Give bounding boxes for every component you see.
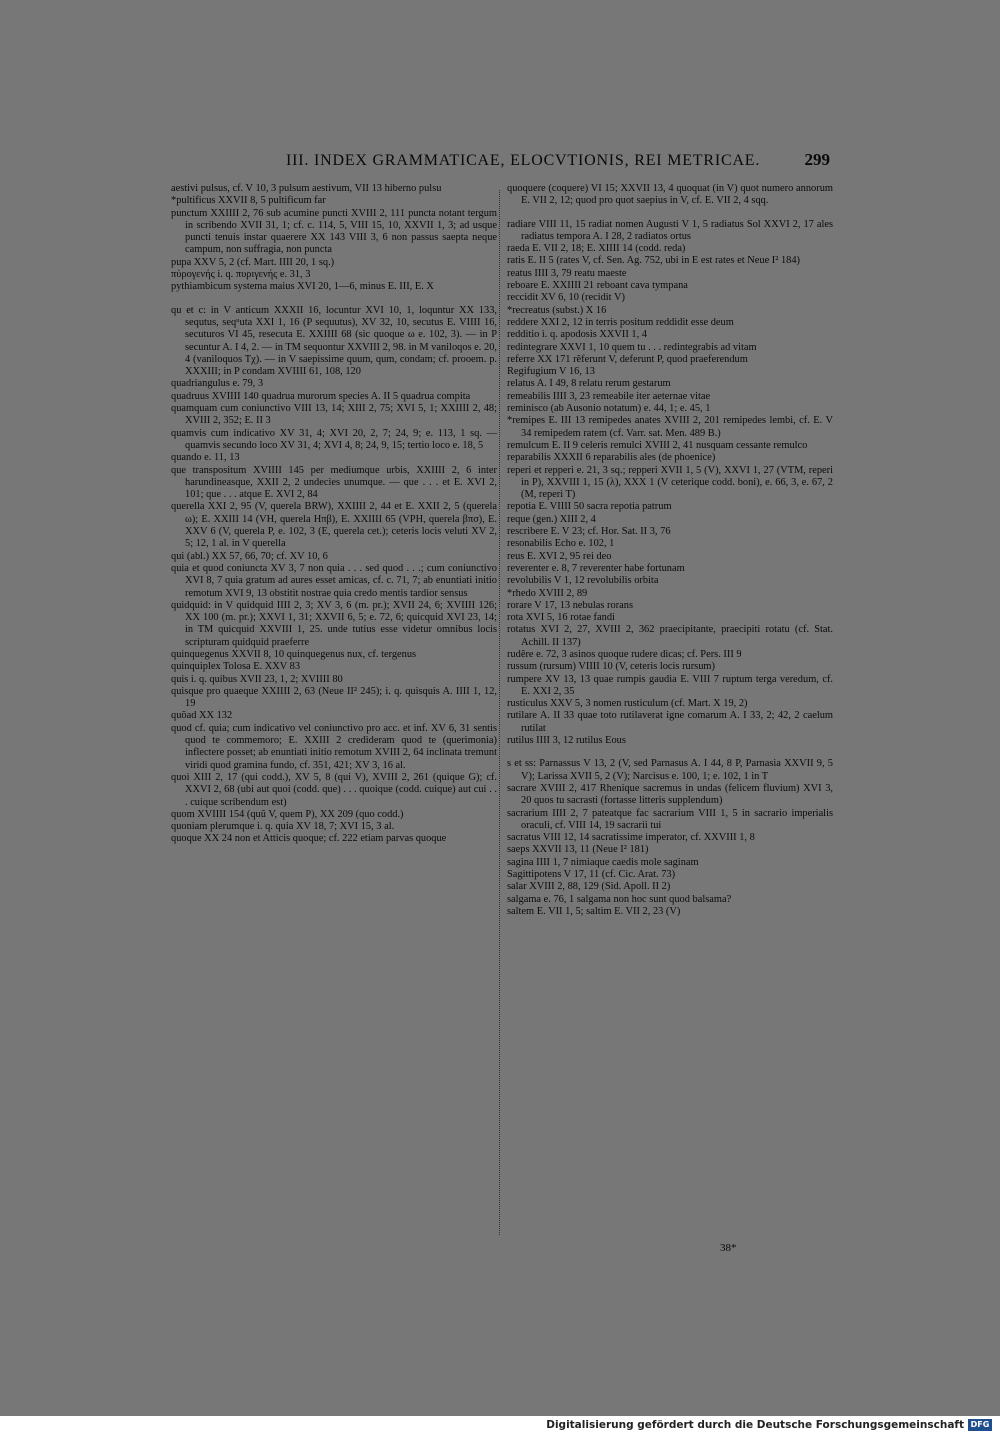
index-entry: russum (rursum) VIIII 10 (V, ceteris locis rursum) (507, 661, 715, 673)
index-entry: quod cf. quia; cum indicativo vel coniunctivo pro acc. et inf. XV 6, 31 sentis quod te commemoro; E. XXIII 2 credideram quod te (querimonia) inflectere posset; ab enuntiati initio remotum XVIII 2, 64 inclinata tremunt viridi quod gramina fundo, cf. 351, 421; XV 3, 16 al. (171, 722, 497, 771)
index-entry: reminisco (ab Ausonio notatum) e. 44, 1; e. 45, 1 (507, 403, 711, 415)
section-gap (507, 747, 833, 758)
index-entry: rudĕre e. 72, 3 asinos quoque rudere dicas; cf. Pers. III 9 (507, 648, 742, 660)
index-entry: referre XX 171 rĕferunt V, deferunt P, quod praeferendum (507, 353, 748, 365)
index-entry: salgama e. 76, 1 salgama non hoc sunt quod balsama? (507, 893, 732, 905)
right-column (507, 183, 833, 918)
index-entry: revolubilis V 1, 12 revolubilis orbita (507, 575, 659, 587)
index-entry: quoque XX 24 non et Atticis quoque; cf. 222 etiam parvas quoque (171, 833, 447, 845)
index-entry: redditio i. q. apodosis XXVII 1, 4 (507, 329, 647, 341)
index-entry: quamquam cum coniunctivo VIII 13, 14; XIII 2, 75; XVI 5, 1; XXIIII 2, 48; XVIII 2, 352; E. II 3 (171, 403, 497, 427)
column-divider (499, 190, 500, 1235)
index-entry: saltem E. VII 1, 5; saltim E. VII 2, 23 (V) (507, 905, 681, 917)
index-entry: quisque pro quaeque XXIIII 2, 63 (Neue II² 245); i. q. quisquis A. IIII 1, 12, 19 (171, 685, 497, 710)
index-entry: radiare VIII 11, 15 radiat nomen Augusti V 1, 5 radiatus Sol XXVI 2, 17 ales radiatus tempora A. I 28, 2 radiatos ortus (507, 218, 833, 242)
signature-mark: 38* (720, 1242, 737, 1254)
index-entry: reus E. XVI 2, 95 rei deo (507, 550, 612, 562)
page-number: 299 (804, 150, 830, 169)
section-gap (171, 294, 497, 305)
footer-credit: Digitalisierung gefördert durch die Deutsche Forschungsgemeinschaft (546, 1419, 964, 1431)
index-entry: aestivi pulsus, cf. V 10, 3 pulsum aestivum, VII 13 hiberno pulsu (171, 183, 442, 194)
index-entry: quoniam plerumque i. q. quia XV 18, 7; XVI 15, 3 al. (171, 821, 395, 833)
index-entry: pythiambicum systema maius XVI 20, 1—6, minus E. III, E. X (171, 281, 434, 293)
index-entry: reparabilis XXXII 6 reparabilis ales (de phoenice) (507, 452, 716, 464)
index-entry: reddere XXI 2, 12 in terris positum reddidit esse deum (507, 316, 734, 328)
index-entry: sacrarium IIII 2, 7 pateatque fac sacrarium VIII 1, 5 in sacrario imperialis oraculi, cf. VIII 14, 19 sacrarii tui (507, 807, 833, 831)
index-entry: rutilare A. II 33 quae toto rutilaverat igne comarum A. I 33, 2; 42, 2 caelum rutilat (507, 710, 833, 734)
index-entry: pupa XXV 5, 2 (cf. Mart. IIII 20, 1 sq.) (171, 256, 335, 268)
index-entry: relatus A. I 49, 8 relatu rerum gestarum (507, 378, 671, 390)
index-entry: quadriangulus e. 79, 3 (171, 378, 264, 390)
index-entry: que transpositum XVIIII 145 per mediumque urbis, XXIIII 2, 6 inter harundineasque, XXII 2, 2 undecies unumque. — que . . . et E. XVI 2, 101; que . . . atque E. XVI 2, 84 (171, 464, 497, 501)
index-entry: reverenter e. 8, 7 reverenter habe fortunam (507, 562, 685, 574)
index-entry: qu et c: in V anticum XXXII 16, locuntur XVI 10, 1, loquntur XX 133, sequtus, seqᵘuta XXI 1, 16 (P sequutus), XV 32, 10, secutus E. VIIII 16, secuturos VI 45, resecuta E. XXIIII 68 (sic quoque ω e. 102, 3). — in P secuntur A. I 4, 2. — in TM sequontur XXVIII 2, 98. in M vaniloqos e. 20, 4 (vaniloquos Tχ). — in V saepissime quum, qum, condam; cf. prooem. p. XXXIII; in P condam XVIIII 61, 108, 120 (171, 304, 497, 378)
index-entry: rutilus IIII 3, 12 rutilus Eous (507, 735, 626, 747)
index-entry: *remipes E. III 13 remipedes anates XVIII 2, 201 remipedes lembi, cf. E. V 34 remipedem ratem (cf. Varr. sat. Men. 489 B.) (507, 415, 833, 439)
index-entry: raeda E. VII 2, 18; E. XIIII 14 (codd. reda) (507, 243, 686, 255)
index-entry: quidquid: in V quidquid IIII 2, 3; XV 3, 6 (m. pr.); XVII 24, 6; XVIIII 126; XX 100 (m. pr.); XXVI 1, 31; XXVII 6, 5; e. 72, 6; quicquid XVI 23, 14; in TM quicquid XXVIII 1, 25. unde tutius esse videtur omnibus locis scripturam quidquid praeferre (171, 599, 497, 648)
section-gap (507, 208, 833, 219)
index-entry: repotia E. VIIII 50 sacra repotia patrum (507, 501, 672, 513)
index-entry: resonabilis Echo e. 102, 1 (507, 538, 615, 550)
index-entry: quom XVIIII 154 (quũ V, quem P), XX 209 (quo codd.) (171, 808, 404, 820)
dfg-logo: DFG (968, 1419, 992, 1431)
index-entry: remeabilis IIII 3, 23 remeabile iter aeternae vitae (507, 390, 711, 402)
index-entry: quia et quod coniuncta XV 3, 7 non quia . . . sed quod . . .; cum coniunctivo XVI 8, 7 quia gratum ad aures esset amicas, cf. c. 71, 7; ab enuntiati initio remotum XVI 9, 13 obstitit nostrae quia credo mentis tardior sensus (171, 562, 497, 599)
index-entry: ratis E. II 5 (rates V, cf. Sen. Ag. 752, ubi in E est rates et Neue I² 184) (507, 255, 801, 267)
index-entry: rusticulus XXV 5, 3 nomen rusticulum (cf. Mart. X 19, 2) (507, 698, 748, 710)
index-entry: querella XXI 2, 95 (V, querela BRW), XXIIII 2, 44 et E. XXII 2, 5 (querela ω); E. XXIII 14 (VH, querela Hπβ), E. XXIIII 65 (VPH, querela βπσ), E. XXV 6 (V, querela P, e. 102, 3 (E, querela cet.); ceteris locis veluti XV 2, 5; 12, 1 al. in V querella (171, 501, 497, 550)
index-entry: πὐρογενής i. q. πυριγενής e. 31, 3 (171, 269, 311, 281)
index-entry: quis i. q. quibus XVII 23, 1, 2; XVIIII 80 (171, 673, 343, 685)
index-entry: quõad XX 132 (171, 710, 233, 722)
index-entry: salar XVIII 2, 88, 129 (Sid. Apoll. II 2) (507, 881, 671, 893)
index-entry: remulcum E. II 9 celeris remulci XVIII 2, 41 nusquam cessante remulco (507, 439, 808, 451)
index-entry: quinquegenus XXVII 8, 10 quinquegenus nux, cf. tergenus (171, 648, 417, 660)
index-entry: s et ss: Parnassus V 13, 2 (V, sed Parnasus A. I 44, 8 P, Parnasia XXVII 9, 5 V); Larissa XVII 5, 2 (V); Narcisus e. 100, 1; e. 102, 1 in T (507, 758, 833, 782)
index-entry: reboare E. XXIIII 21 reboant cava tympana (507, 280, 688, 292)
index-entry: quinquiplex Tolosa E. XXV 83 (171, 661, 301, 673)
running-title: III. INDEX GRAMMATICAE, ELOCVTIONIS, REI METRICAE. (286, 152, 761, 169)
index-entry: rescribere E. V 23; cf. Hor. Sat. II 3, 76 (507, 526, 671, 538)
index-entry: Sagittipotens V 17, 11 (cf. Cic. Arat. 73) (507, 869, 676, 881)
index-entry: reccidit XV 6, 10 (recidit V) (507, 292, 625, 304)
index-entry: quadruus XVIIII 140 quadrua murorum species A. II 5 quadrua compita (171, 390, 471, 402)
index-entry: *pultificus XXVII 8, 5 pultificum far (171, 195, 326, 207)
index-entry: sacratus VIII 12, 14 sacratissime imperator, cf. XXVIII 1, 8 (507, 832, 755, 844)
index-entry: punctum XXIIII 2, 76 sub acumine puncti XVIII 2, 111 puncta notant tergum in scribendo XVII 31, 1; cf. c. 114, 5, VIII 15, 10, XXVII 1, 3; ad usque puncti tenuis instar quaerere XX 143 VIII 3, 6 non passus saepta neque campum, non suffragia, non puncta (171, 207, 497, 256)
index-entry: reperi et repperi e. 21, 3 sq.; repperi XVII 1, 5 (V), XXVI 1, 27 (VTM, reperi in P), XXVIII 1, 15 (λ), XXX 1 (V ceterique codd. boni), e. 66, 3, e. 67, 2 (M, reperi T) (507, 464, 833, 501)
page-header (170, 152, 832, 178)
index-entry: redintegrare XXVI 1, 10 quem tu . . . redintegrabis ad vitam (507, 341, 757, 353)
index-entry: qui (abl.) XX 57, 66, 70; cf. XV 10, 6 (171, 550, 328, 562)
index-entry: quando e. 11, 13 (171, 452, 240, 464)
index-entry: *recreatus (subst.) X 16 (507, 304, 607, 316)
index-entry: saeps XXVII 13, 11 (Neue I² 181) (507, 844, 649, 856)
index-entry: reatus IIII 3, 79 reatu maeste (507, 267, 627, 279)
index-entry: *rhedo XVIII 2, 89 (507, 587, 588, 599)
index-entry: sagina IIII 1, 7 nimiaque caedis mole saginam (507, 856, 699, 868)
left-column (171, 183, 497, 846)
index-entry: rorare V 17, 13 nebulas rorans (507, 599, 634, 611)
index-entry: sacrare XVIII 2, 417 Rhenique sacremus in undas (felicem fluvium) XVI 3, 20 quos tu sacrasti (fortasse litteris supplendum) (507, 782, 833, 807)
index-entry: rota XVI 5, 16 rotae fandi (507, 612, 615, 624)
index-entry: quamvis cum indicativo XV 31, 4; XVI 20, 2, 7; 24, 9; e. 113, 1 sq. — quamvis secundo loco XV 31, 4; XVI 4, 8; 24, 9, 15; tertio loco e. 18, 5 (171, 427, 497, 451)
index-entry: Regifugium V 16, 13 (507, 366, 595, 378)
digitization-footer (0, 1416, 1000, 1434)
index-entry: rotatus XVI 2, 27, XVIII 2, 362 praecipitante, praecipiti rotatu (cf. Stat. Achill. II 137) (507, 624, 833, 648)
index-entry: quoi XIII 2, 17 (qui codd.), XV 5, 8 (qui V), XVIII 2, 261 (quique G); cf. XXVI 2, 68 (ubi aut quoi (codd. que) . . . quoique (codd. cuique) aut cui . . . cuique scribendum est) (171, 771, 497, 808)
index-entry: rumpere XV 13, 13 quae rumpis gaudia E. VIII 7 ruptum terga veredum, cf. E. XXI 2, 35 (507, 673, 833, 697)
index-entry: reque (gen.) XIII 2, 4 (507, 513, 596, 525)
index-entry: quoquere (coquere) VI 15; XXVII 13, 4 quoquat (in V) quot numero annorum E. VII 2, 12; quod pro quot saepius in V, cf. E. VII 2, 4 sqq. (507, 183, 833, 207)
